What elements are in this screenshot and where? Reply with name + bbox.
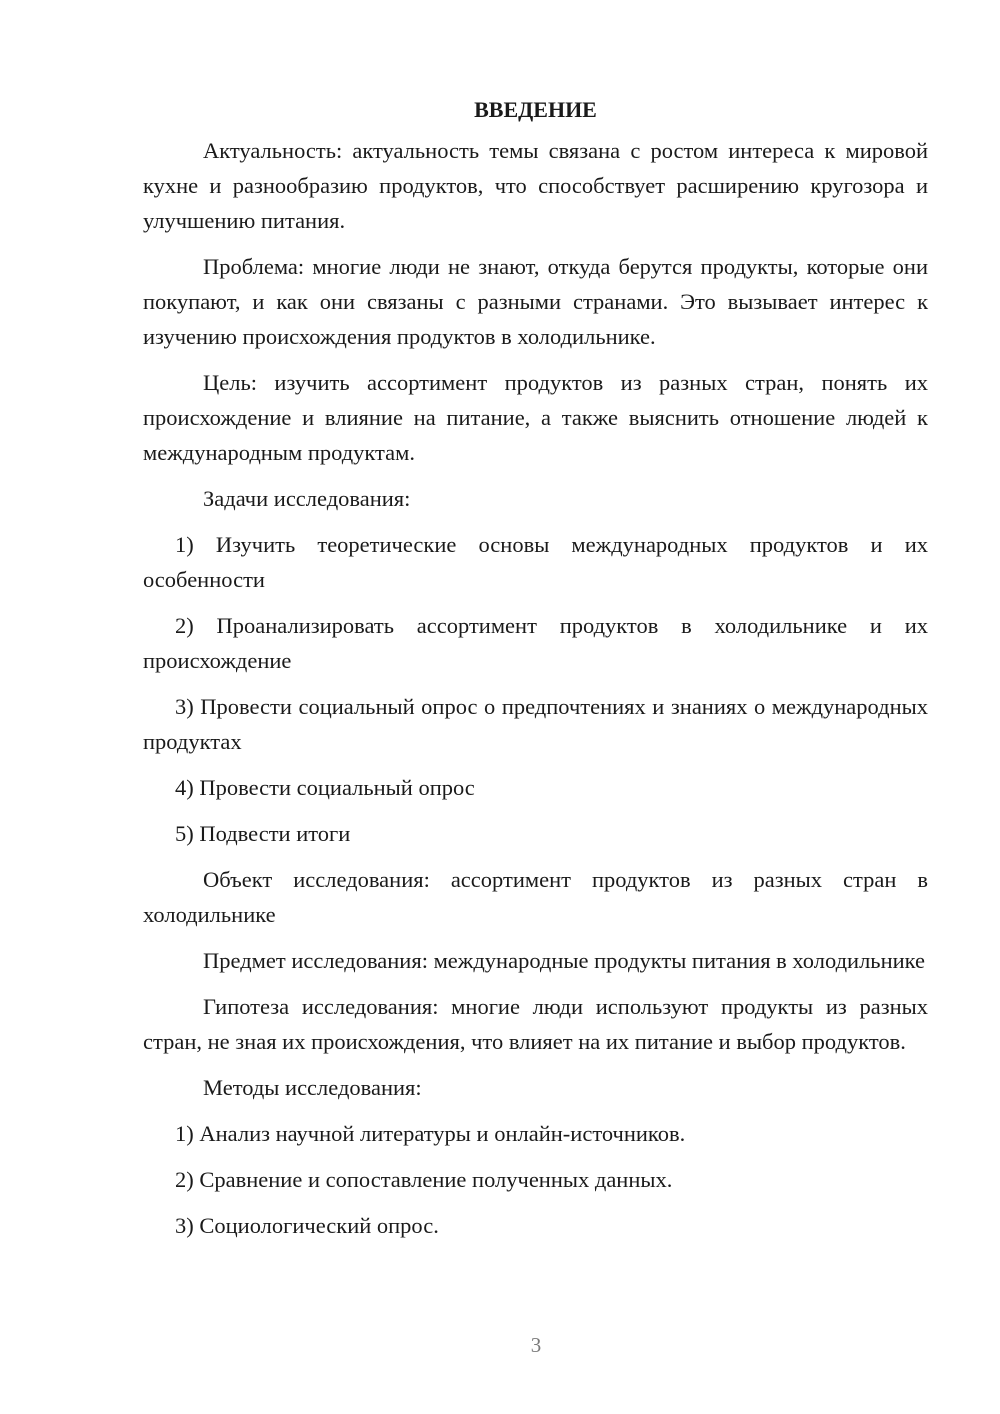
page-content (143, 92, 928, 1254)
task-item: 2) Проанализировать ассортимент продуктов в холодильнике и их происхождение (143, 613, 928, 673)
page-number: 3 (530, 1333, 542, 1357)
method-item: 3) Социологический опрос. (175, 1213, 439, 1238)
task-item: 1) Изучить теоретические основы международных продуктов и их особенности (143, 532, 928, 592)
actuality-paragraph: Актуальность: актуальность темы связана с ростом интереса к мировой кухне и разнообразию продуктов, что способствует расширению кругозора и улучшению питания. (143, 138, 928, 233)
goal-paragraph: Цель: изучить ассортимент продуктов из разных стран, понять их происхождение и влияние на питание, а также выяснить отношение людей к международным продуктам. (143, 370, 928, 465)
method-item: 2) Сравнение и сопоставление полученных данных. (175, 1167, 673, 1192)
task-item: 3) Провести социальный опрос о предпочтениях и знаниях о международных продуктах (143, 694, 928, 754)
object-paragraph: Объект исследования: ассортимент продуктов из разных стран в холодильнике (143, 867, 928, 927)
section-title: ВВЕДЕНИЕ (474, 97, 597, 122)
methods-heading: Методы исследования: (203, 1075, 422, 1100)
subject-paragraph: Предмет исследования: международные продукты питания в холодильнике (203, 948, 926, 973)
task-item: 4) Провести социальный опрос (175, 775, 475, 800)
problem-paragraph: Проблема: многие люди не знают, откуда берутся продукты, которые они покупают, и как они связаны с разными странами. Это вызывает интерес к изучению происхождения продуктов в холодильнике. (143, 254, 928, 349)
task-item: 5) Подвести итоги (175, 821, 351, 846)
hypothesis-paragraph: Гипотеза исследования: многие люди используют продукты из разных стран, не зная их происхождения, что влияет на их питание и выбор продуктов. (143, 994, 928, 1054)
tasks-heading: Задачи исследования: (203, 486, 411, 511)
method-item: 1) Анализ научной литературы и онлайн-источников. (175, 1121, 686, 1146)
